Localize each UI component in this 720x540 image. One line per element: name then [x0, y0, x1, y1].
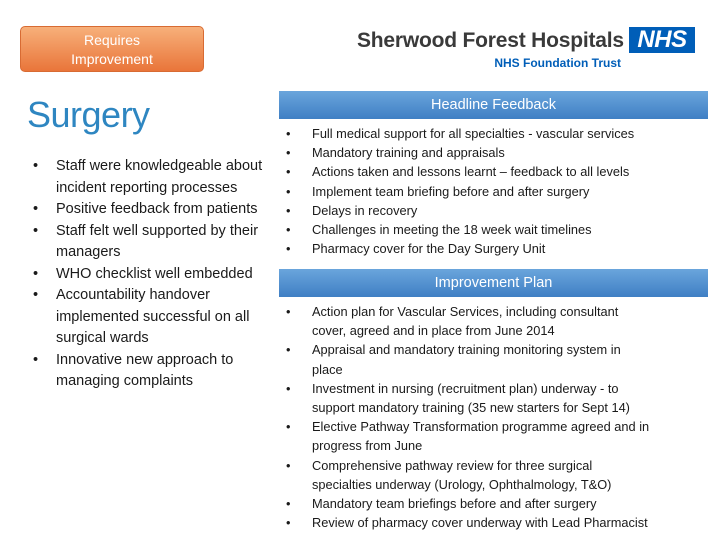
improvement-plan-item	[284, 513, 708, 532]
improvement-plan-text: Comprehensive pathway review for three surgical	[312, 457, 593, 473]
summary-bullet-text: Staff were knowledgeable about incident reporting processes	[56, 158, 263, 196]
improvement-plan-text-cont: specialties underway (Urology, Ophthalmology, T&O)	[312, 476, 612, 492]
headline-feedback-item	[284, 239, 708, 258]
summary-bullet	[33, 285, 273, 350]
improvement-plan-item	[284, 456, 708, 494]
summary-bullet	[33, 221, 273, 264]
summary-bullet-text: Staff felt well supported by their managers	[56, 222, 259, 260]
logo-hospital-name: Sherwood Forest Hospitals	[357, 29, 624, 52]
headline-feedback-item	[284, 162, 708, 181]
headline-feedback-item	[284, 182, 708, 201]
improvement-plan-text-cont: cover, agreed and in place from June 2014	[312, 323, 555, 339]
improvement-plan-text: Mandatory team briefings before and after surgery	[312, 496, 597, 512]
headline-feedback-item	[284, 143, 708, 162]
improvement-plan-text: Action plan for Vascular Services, including consultant	[312, 304, 619, 319]
headline-feedback-list	[284, 124, 708, 258]
improvement-plan-text-cont: progress from June	[312, 438, 423, 454]
rating-badge-line2: Improvement	[71, 51, 153, 67]
improvement-plan-text: Investment in nursing (recruitment plan) underway - to	[312, 380, 619, 396]
rating-badge-line1: Requires	[83, 32, 141, 48]
summary-bullet-text: WHO checklist well embedded	[56, 265, 253, 282]
headline-feedback-text: Delays in recovery	[312, 202, 418, 218]
headline-feedback-text: Mandatory training and appraisals	[312, 145, 505, 161]
improvement-plan-text: Appraisal and mandatory training monitoring system in	[312, 342, 621, 358]
headline-feedback-item	[284, 124, 708, 143]
improvement-plan-header: Improvement Plan	[279, 269, 708, 297]
trust-logo	[357, 26, 697, 74]
nhs-logo-icon: NHS	[629, 27, 695, 53]
improvement-plan-item	[284, 379, 708, 417]
summary-bullet-text: Accountability handover implemented successful on all surgical wards	[56, 287, 250, 346]
improvement-plan-text-cont: support mandatory training (35 new starters for Sept 14)	[312, 400, 630, 416]
headline-feedback-text: Challenges in meeting the 18 week wait timelines	[312, 222, 592, 238]
improvement-plan-text: Review of pharmacy cover underway with Lead Pharmacist	[312, 515, 648, 531]
summary-bullet-text: Positive feedback from patients	[56, 201, 258, 217]
improvement-plan-text-cont: place	[312, 361, 343, 377]
improvement-plan-list	[284, 302, 708, 532]
headline-feedback-item	[284, 201, 708, 220]
summary-bullet	[33, 350, 273, 393]
summary-bullet	[33, 264, 273, 286]
improvement-plan-item	[284, 417, 708, 455]
headline-feedback-text: Implement team briefing before and after surgery	[312, 183, 590, 199]
headline-feedback-item	[284, 220, 708, 239]
summary-bullet-list	[33, 156, 273, 393]
summary-bullet-text: Innovative new approach to managing complaints	[56, 351, 234, 389]
improvement-plan-item	[284, 340, 708, 378]
rating-badge	[20, 26, 204, 72]
summary-bullet	[33, 156, 273, 199]
page-title: Surgery	[27, 94, 150, 135]
logo-trust-name: NHS Foundation Trust	[494, 56, 621, 70]
headline-feedback-header: Headline Feedback	[279, 91, 708, 119]
headline-feedback-text: Actions taken and lessons learnt – feedback to all levels	[312, 164, 630, 180]
summary-bullet	[33, 199, 273, 221]
headline-feedback-text: Full medical support for all specialties - vascular services	[312, 126, 635, 141]
improvement-plan-item	[284, 494, 708, 513]
improvement-plan-text: Elective Pathway Transformation programme agreed and in	[312, 419, 650, 435]
improvement-plan-item	[284, 302, 708, 340]
headline-feedback-text: Pharmacy cover for the Day Surgery Unit	[312, 241, 546, 257]
